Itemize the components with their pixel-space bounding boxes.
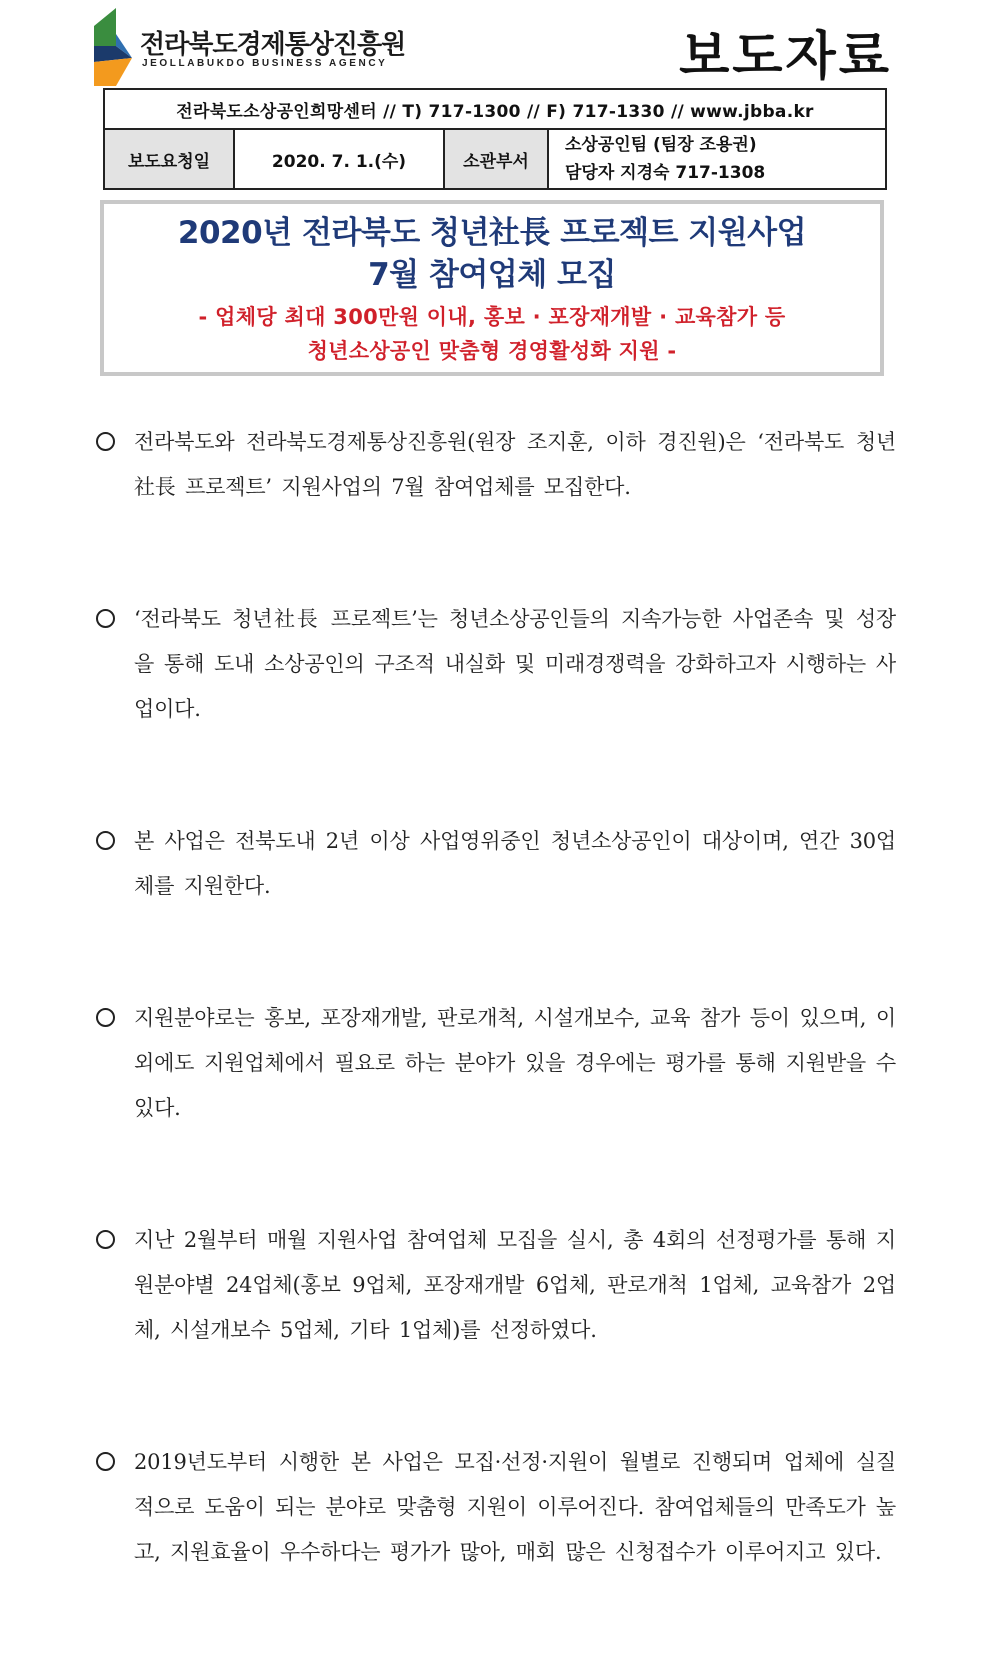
- article-body: [96, 420, 896, 1662]
- press-release-label: 보도자료: [679, 27, 892, 87]
- circle-bullet-icon: [96, 1230, 115, 1249]
- headline-title-line2: 7월 참여업체 모집: [368, 257, 616, 293]
- circle-bullet-icon: [96, 432, 115, 451]
- paragraph-text: 본 사업은 전북도내 2년 이상 사업영위중인 청년소상공인이 대상이며, 연간 30업체를 지원한다.: [134, 829, 896, 898]
- org-name-ko: 전라북도경제통상진흥원: [140, 30, 406, 60]
- request-date: 2020. 7. 1.(수): [234, 129, 444, 189]
- agency-logo: [92, 6, 406, 88]
- circle-bullet-icon: [96, 609, 115, 628]
- headline-title-line1: 2020년 전라북도 청년社長 프로젝트 지원사업: [177, 215, 807, 251]
- body-paragraph: [96, 597, 896, 732]
- body-paragraph: [96, 420, 896, 510]
- headline-subtitle-line2: 청년소상공인 맞춤형 경영활성화 지원 -: [307, 339, 677, 363]
- paragraph-text: 지난 2월부터 매월 지원사업 참여업체 모집을 실시, 총 4회의 선정평가를 통해 지원분야별 24업체(홍보 9업체, 포장재개발 6업체, 판로개척 1업체, 교육참가 2업체, 시설개보수 5업체, 기타 1업체)를 선정하였다.: [134, 1228, 896, 1342]
- body-paragraph: [96, 1218, 896, 1353]
- paragraph-text: 전라북도와 전라북도경제통상진흥원(원장 조지훈, 이하 경진원)은 ‘전라북도 청년社長 프로젝트’ 지원사업의 7월 참여업체를 모집한다.: [134, 430, 896, 499]
- paragraph-text: 지원분야로는 홍보, 포장재개발, 판로개척, 시설개보수, 교육 참가 등이 있으며, 이 외에도 지원업체에서 필요로 하는 분야가 있을 경우에는 평가를 통해 지원받을 수 있다.: [134, 1006, 896, 1120]
- agency-logo-mark-icon: [92, 6, 140, 88]
- dept-contact: 담당자 지경숙 717-1308: [565, 163, 766, 183]
- circle-bullet-icon: [96, 1008, 115, 1027]
- body-paragraph: [96, 819, 896, 909]
- circle-bullet-icon: [96, 1452, 115, 1471]
- dept-cell: [548, 129, 886, 189]
- contact-line: 전라북도소상공인희망센터 // T) 717-1300 // F) 717-1330 // www.jbba.kr: [104, 89, 886, 129]
- body-paragraph: [96, 996, 896, 1131]
- dept-label: 소관부서: [444, 129, 548, 189]
- request-date-label: 보도요청일: [104, 129, 234, 189]
- org-name-en: JEOLLABUKDO BUSINESS AGENCY: [142, 58, 388, 69]
- dept-team: 소상공인팀 (팀장 조용권): [565, 135, 757, 155]
- press-info-table: [103, 88, 887, 190]
- body-paragraph: [96, 1440, 896, 1575]
- headline-subtitle-line1: - 업체당 최대 300만원 이내, 홍보 · 포장재개발 · 교육참가 등: [198, 305, 786, 329]
- circle-bullet-icon: [96, 831, 115, 850]
- paragraph-text: 2019년도부터 시행한 본 사업은 모집·선정·지원이 월별로 진행되며 업체에 실질적으로 도움이 되는 분야로 맞춤형 지원이 이루어진다. 참여업체들의 만족도가 높고, 지원효율이 우수하다는 평가가 많아, 매회 많은 신청접수가 이루어지고 있다.: [134, 1450, 896, 1564]
- paragraph-text: ‘전라북도 청년社長 프로젝트’는 청년소상공인들의 지속가능한 사업존속 및 성장을 통해 도내 소상공인의 구조적 내실화 및 미래경쟁력을 강화하고자 시행하는 사업이다.: [134, 607, 896, 721]
- headline-box: [100, 200, 884, 376]
